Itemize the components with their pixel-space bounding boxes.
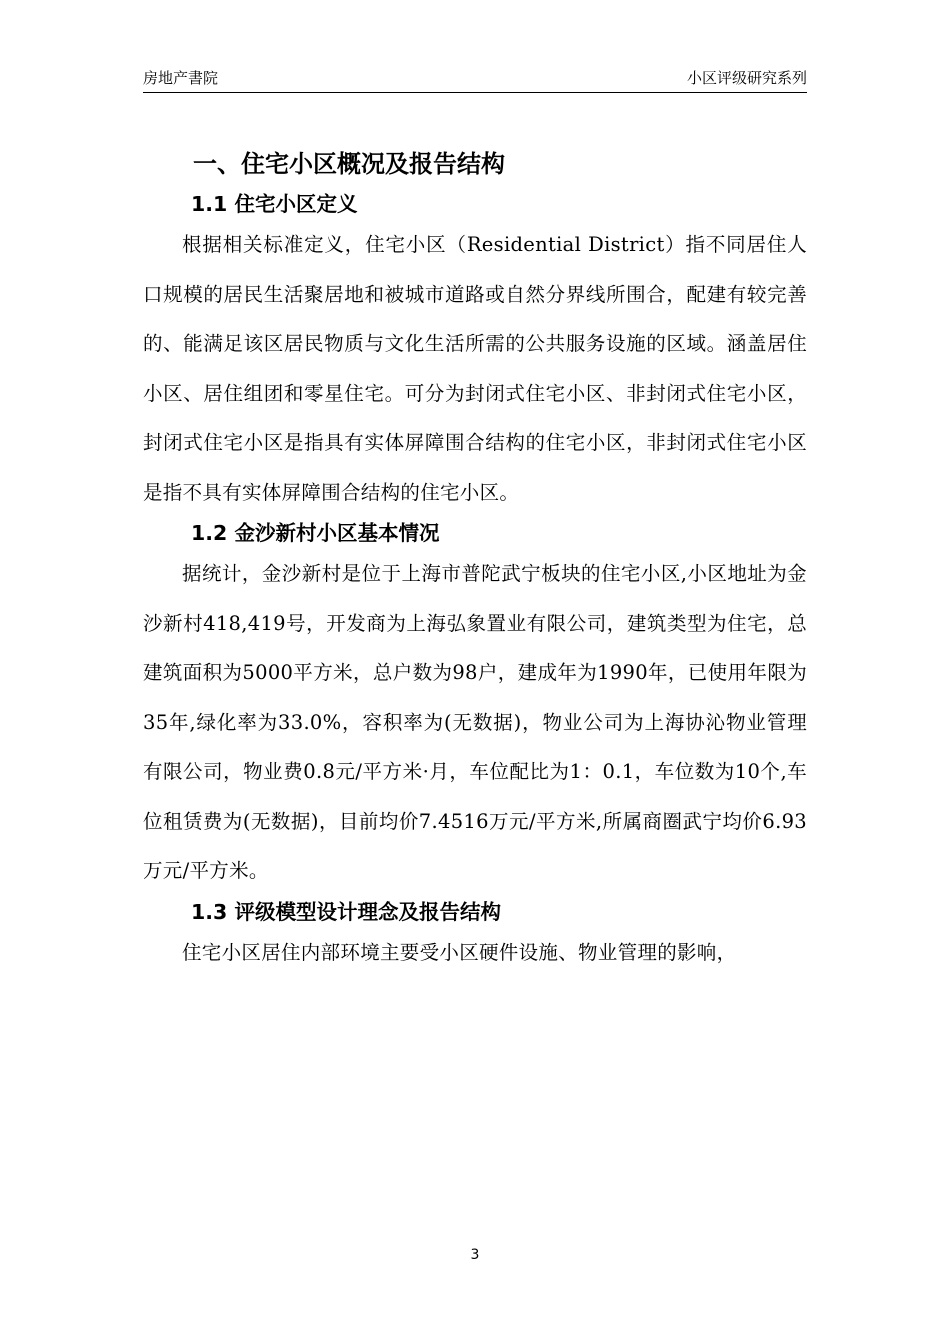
section-heading-1-1: 1.1 住宅小区定义 [191,192,358,216]
header-series-title: 小区评级研究系列 [686,69,807,87]
header-publisher: 房地产書院 [143,69,219,87]
section-paragraph-1-3: 住宅小区居住内部环境主要受小区硬件设施、物业管理的影响， [182,940,737,964]
section-paragraph-1-1: 根据相关标准定义，住宅小区（Residential District）指不同居住人口规模的居民生活聚居地和被城市道路或自然分界线所围合，配建有较完善的、能满足该区居民物质与文化生活所需的公共服务设施的区域。涵盖居住小区、居住组团和零星住宅。可分为封闭式住宅小区、非封闭式住宅小区，封闭式住宅小区是指具有实体屏障围合结构的住宅小区，非封闭式住宅小区是指不具有实体屏障围合结构的住宅小区。 [143,233,807,504]
section-heading-1-2: 1.2 金沙新村小区基本情况 [191,521,440,545]
document-body [143,140,807,977]
section-heading-1-3: 1.3 评级模型设计理念及报告结构 [191,899,501,924]
page-number: 3 [470,1247,480,1263]
chapter-title: 一、住宅小区概况及报告结构 [193,150,505,178]
section-paragraph-1-2: 据统计，金沙新村是位于上海市普陀武宁板块的住宅小区,小区地址为金沙新村418,419号，开发商为上海弘象置业有限公司，建筑类型为住宅，总建筑面积为5000平方米，总户数为98户，建成年为1990年，已使用年限为35年,绿化率为33.0%，容积率为(无数据)，物业公司为上海协沁物业管理有限公司，物业费0.8元/平方米·月，车位配比为1：0.1，车位数为10个,车位租赁费为(无数据)，目前均价7.4516万元/平方米,所属商圈武宁均价6.93万元/平方米。 [143,562,807,882]
page-header [143,64,807,93]
